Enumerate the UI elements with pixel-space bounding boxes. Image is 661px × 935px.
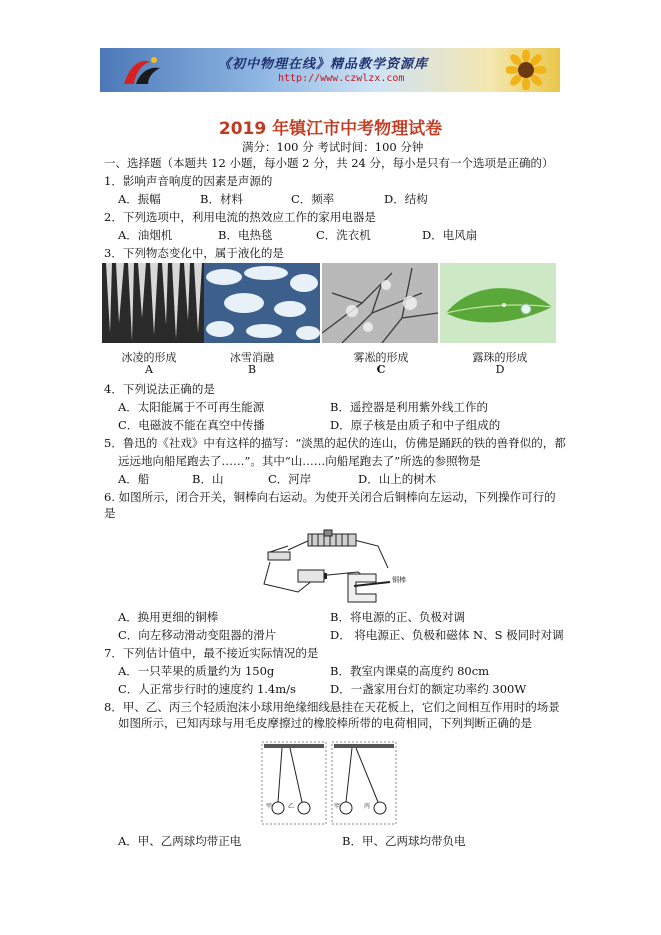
photo-melting-ice: [204, 263, 320, 343]
q2-option-c: C．洗衣机: [316, 228, 371, 242]
q4-option-a: A．太阳能属于不可再生能源: [118, 400, 265, 414]
q3-stem: 3．下列物态变化中，属于液化的是: [104, 246, 284, 260]
photo-rime: [322, 263, 438, 343]
magnet-icon: [348, 574, 390, 602]
q3-caption-a: 冰凌的形成: [121, 351, 177, 364]
q3-letter-c: C: [376, 363, 386, 376]
hanging-balls-diagram: [260, 740, 400, 826]
q6-option-d: D． 将电源正、负极和磁体 N、S 极同时对调: [330, 628, 564, 642]
q2-option-d: D．电风扇: [422, 228, 478, 242]
q6-stem-line2: 是: [104, 506, 116, 520]
q5-option-c: C．河岸: [268, 472, 312, 486]
q5-stem-line2: 远远地向船尾跑去了……”。其中“山……向船尾跑去了”所选的参照物是: [118, 454, 481, 468]
q5-option-b: B．山: [192, 472, 224, 486]
q1-option-b: B．材料: [200, 192, 243, 206]
q5-option-d: D．山上的树木: [358, 472, 437, 486]
q7-option-b: B．教室内课桌的高度约 80cm: [330, 664, 490, 678]
ball-label-jia-2: 甲: [334, 803, 341, 810]
q3-caption-b: 冰雪消融: [230, 351, 274, 364]
q8-stem-line1: 8．甲、乙、丙三个轻质泡沫小球用绝缘细线悬挂在天花板上，它们之间相互作用时的场景: [104, 700, 560, 714]
banner-url[interactable]: http://www.czwlzx.com: [278, 73, 405, 84]
circuit-diagram: [258, 528, 414, 606]
q5-option-a: A．船: [118, 472, 150, 486]
q7-option-a: A．一只苹果的质量约为 150g: [118, 664, 275, 678]
ball-label-yi: 乙: [288, 803, 295, 810]
q1-stem: 1．影响声音响度的因素是声源的: [104, 174, 273, 188]
q4-option-d: D．原子核是由质子和中子组成的: [330, 418, 501, 432]
q1-option-d: D．结构: [384, 192, 428, 206]
ball-label-bing: 丙: [364, 803, 371, 810]
copper-rod-label: 铜棒: [392, 576, 406, 584]
exam-meta: 满分：100 分 考试时间：100 分钟: [242, 140, 424, 154]
ball-label-jia-1: 甲: [266, 803, 273, 810]
q8-stem-line2: 如图所示，已知丙球与用毛皮摩擦过的橡胶棒所带的电荷相同，下列判断正确的是: [118, 716, 532, 730]
q8-option-b: B．甲、乙两球均带负电: [342, 834, 466, 848]
banner-title: 《初中物理在线》精品教学资源库: [218, 57, 429, 72]
exam-title: 2019 年镇江市中考物理试卷: [218, 119, 443, 139]
q2-option-a: A．油烟机: [118, 228, 173, 242]
panel-left: [262, 742, 326, 824]
q6-option-c: C．向左移动滑动变阻器的滑片: [118, 628, 277, 642]
q3-caption-c: 雾凇的形成: [353, 351, 409, 364]
q3-caption-d: 露珠的形成: [472, 351, 528, 364]
q1-option-a: A．振幅: [118, 192, 161, 206]
q7-option-c: C．人正常步行时的速度约 1.4m/s: [118, 682, 296, 696]
q3-letter-a: A: [145, 363, 153, 376]
q6-option-a: A．换用更细的铜棒: [118, 610, 219, 624]
q8-option-a: A．甲、乙两球均带正电: [118, 834, 242, 848]
sunflower-icon: [506, 50, 546, 90]
rheostat-icon: [308, 530, 356, 546]
battery-icon: [298, 570, 327, 582]
q3-letter-b: B: [247, 363, 257, 376]
header-banner: [100, 48, 560, 92]
q2-stem: 2．下列选项中，利用电流的热效应工作的家用电器是: [104, 210, 376, 224]
q4-stem: 4．下列说法正确的是: [104, 382, 215, 396]
switch-icon: [268, 546, 290, 560]
q7-stem: 7．下列估计值中，最不接近实际情况的是: [104, 646, 319, 660]
photo-dew-leaf: [440, 263, 556, 343]
q6-option-b: B．将电源的正、负极对调: [330, 610, 465, 624]
q5-stem-line1: 5．鲁迅的《社戏》中有这样的描写：“淡黑的起伏的连山，仿佛是踊跃的铁的兽脊似的，都: [104, 436, 566, 450]
q1-option-c: C．频率: [291, 192, 335, 206]
q3-letter-d: D: [495, 363, 505, 376]
panel-right: [332, 742, 396, 824]
q2-option-b: B．电热毯: [218, 228, 273, 242]
q4-option-c: C．电磁波不能在真空中传播: [118, 418, 265, 432]
q7-option-d: D．一盏家用台灯的额定功率约 300W: [330, 682, 527, 696]
photo-icicles: [102, 263, 218, 343]
q4-option-b: B．遥控器是利用紫外线工作的: [330, 400, 488, 414]
section-heading: 一、选择题（本题共 12 小题，每小题 2 分，共 24 分，每小是只有一个选项是正确的）: [104, 156, 554, 170]
q6-stem-line1: 6. 如图所示，闭合开关，铜棒向右运动。为使开关闭合后铜棒向左运动，下列操作可行的: [104, 490, 556, 504]
site-logo-icon: [120, 54, 164, 88]
